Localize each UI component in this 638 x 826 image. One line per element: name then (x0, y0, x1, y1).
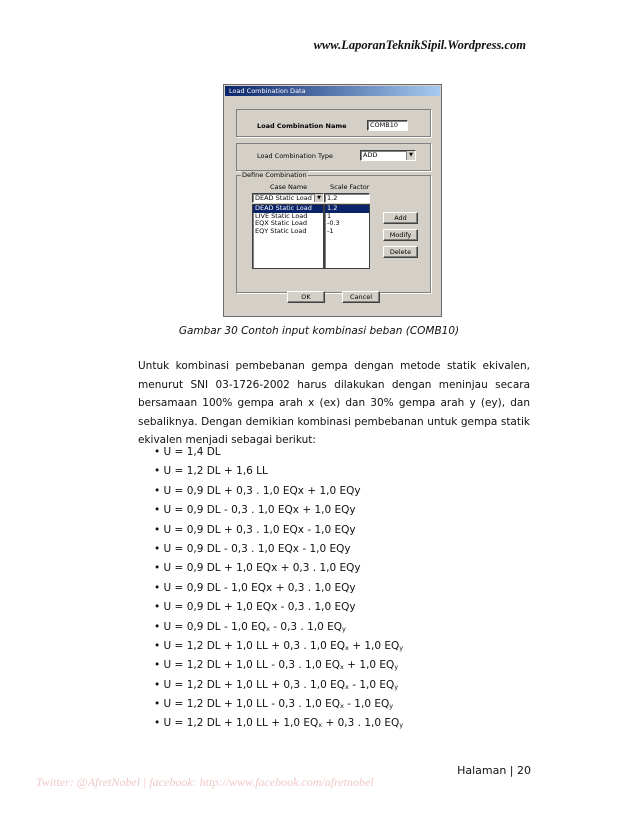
formula-item: • U = 1,2 DL + 1,0 LL + 0,3 . 1,0 $EQ_x - 1,0$ $EQ_y$ (154, 678, 399, 691)
body-paragraph: Untuk kombinasi pembebanan gempa dengan metode statik ekivalen, menurut SNI 03-1726-2002 harus dilakukan dengan meninjau secara bersamaan 100% gempa arah x (ex) dan 30% gempa arah y (ey), dan sebaliknya. Dengan demikian kombinasi pembebanan untuk gempa statik ekivalen menjadi sebagai berikut: (138, 360, 530, 447)
list-item[interactable]: -1 (327, 226, 334, 235)
combination-type-select[interactable] (360, 150, 416, 161)
list-item[interactable]: -0.3 (327, 219, 340, 227)
scale-factor-input[interactable]: 1.2 (324, 193, 370, 203)
list-item[interactable]: LIVE Static Load (255, 211, 308, 220)
case-name-value: DEAD Static Load (255, 194, 312, 202)
dialog-title: Load Combination Data (225, 86, 440, 96)
formula-item: • U = 1,2 DL + 1,6 LL (154, 465, 268, 478)
formula-item: • U = 1,2 DL + 1,0 LL - 0,3 . 1,0 $EQ_x + 1,0$ $EQ_y$ (154, 659, 399, 672)
cancel-button[interactable]: Cancel (342, 291, 380, 303)
scale-factor-list[interactable] (324, 204, 370, 269)
list-item[interactable]: EQY Static Load (255, 226, 307, 235)
footer-social-links: Twitter: @AfretNobel | facebook: http://www.facebook.com/afretnobel (36, 775, 374, 789)
chevron-down-icon[interactable]: ▼ (314, 194, 323, 202)
delete-button[interactable]: Delete (383, 246, 418, 258)
formula-item: • U = 1,2 DL + 1,0 LL - 0,3 . 1,0 $EQ_x - 1,0$ $EQ_y$ (154, 698, 394, 711)
list-item[interactable]: 1.2 (325, 205, 369, 213)
page-number: Halaman | 20 (457, 764, 531, 777)
formula-item: • U = 0,9 DL + 0,3 . 1,0 EQx - 1,0 EQy (154, 523, 356, 536)
ok-button[interactable]: OK (287, 291, 325, 303)
modify-button[interactable]: Modify (383, 229, 418, 241)
formula-item: • U = 1,2 DL + 1,0 LL + 0,3 . 1,0 $EQ_x + 1,0$ $EQ_y$ (154, 639, 404, 652)
chevron-down-icon[interactable]: ▼ (406, 151, 415, 160)
formula-item: • U = 1,2 DL + 1,0 LL + 1,0 $EQ_x + 0,3$ . 1,0 $EQ_y$ (154, 717, 404, 730)
list-item[interactable]: EQX Static Load (255, 219, 307, 227)
formula-item: • U = 1,4 DL (154, 446, 221, 458)
formula-item: • U = 0,9 DL + 1,0 EQx + 0,3 . 1,0 EQy (154, 562, 361, 575)
name-label: Load Combination Name (257, 122, 347, 130)
combination-type-value: ADD (363, 151, 378, 159)
type-label: Load Combination Type (257, 152, 333, 160)
case-name-list[interactable] (252, 204, 324, 269)
formula-item: • U = 0,9 DL - 1,0 $EQ_x - 0,3$ . 1,0 $EQ_y$ (154, 620, 346, 633)
scale-factor-header: Scale Factor (330, 183, 370, 191)
combination-list (154, 443, 403, 734)
page-header-site: www.LaporanTeknikSipil.Wordpress.com (313, 38, 526, 52)
formula-item: • U = 0,9 DL + 0,3 . 1,0 EQx + 1,0 EQy (154, 484, 361, 497)
case-name-select[interactable] (252, 193, 324, 203)
define-combination-label: Define Combination (242, 171, 307, 179)
figure-caption: Gambar 30 Contoh input kombinasi beban (COMB10) (178, 325, 460, 337)
formula-item: • U = 0,9 DL - 1,0 EQx + 0,3 . 1,0 EQy (154, 581, 356, 594)
list-item[interactable]: DEAD Static Load (253, 205, 323, 213)
load-combination-dialog (223, 84, 442, 317)
formula-item: • U = 0,9 DL - 0,3 . 1,0 EQx - 1,0 EQy (154, 542, 351, 555)
combination-name-input[interactable]: COMB10 (367, 120, 408, 131)
list-item[interactable]: 1 (327, 211, 332, 220)
formula-item: • U = 0,9 DL - 0,3 . 1,0 EQx + 1,0 EQy (154, 504, 356, 517)
add-button[interactable]: Add (383, 212, 418, 224)
case-name-header: Case Name (270, 183, 308, 191)
formula-item: • U = 0,9 DL + 1,0 EQx - 0,3 . 1,0 EQy (154, 601, 356, 614)
